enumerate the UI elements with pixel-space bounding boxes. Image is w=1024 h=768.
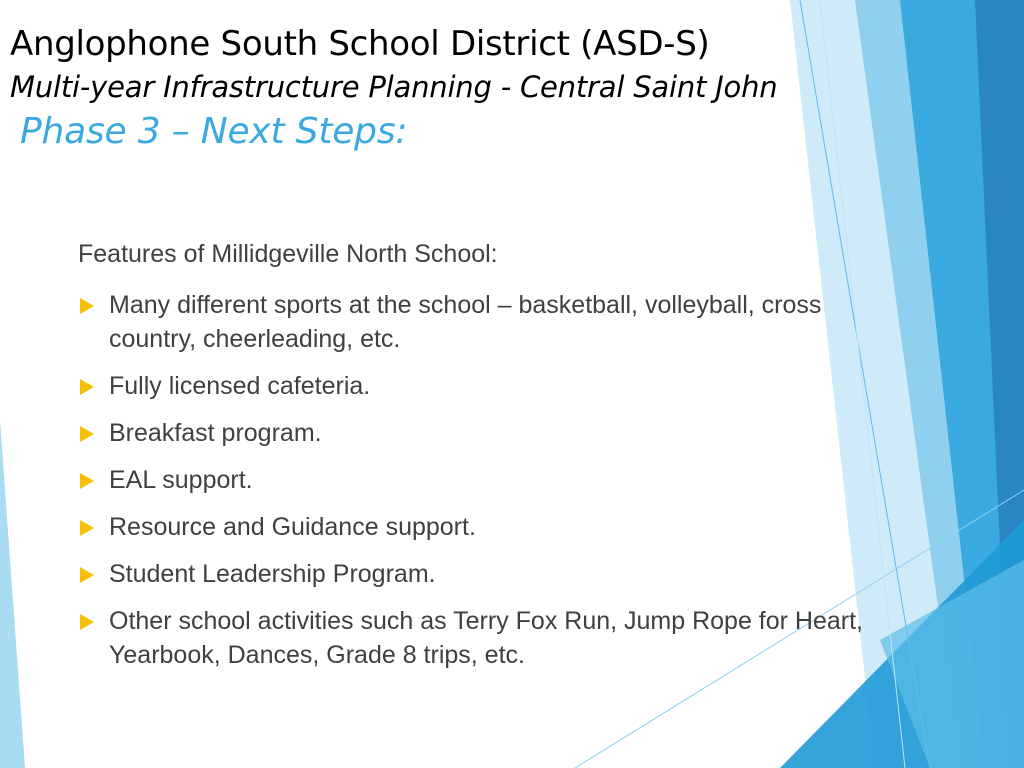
feature-text: Resource and Guidance support.	[109, 513, 476, 541]
bullet-arrow-icon	[80, 520, 94, 536]
features-list	[78, 288, 898, 685]
feature-item-leadership	[78, 557, 898, 591]
bullet-arrow-icon	[80, 298, 94, 314]
bullet-arrow-icon	[80, 473, 94, 489]
feature-text: Other school activities such as Terry Fox Run, Jump Rope for Heart, Yearbook, Dances, Grade 8 trips, etc.	[109, 607, 864, 669]
feature-text: Breakfast program.	[109, 419, 322, 447]
bullet-arrow-icon	[80, 379, 94, 395]
phase-heading: Phase 3 – Next Steps:	[20, 111, 408, 152]
feature-text: Many different sports at the school – basketball, volleyball, cross country, cheerleading, etc.	[109, 291, 822, 353]
bullet-arrow-icon	[80, 614, 94, 630]
slide-title: Anglophone South School District (ASD-S)	[10, 24, 710, 64]
feature-item-sports	[78, 288, 898, 356]
feature-item-resource	[78, 510, 898, 544]
feature-text: EAL support.	[109, 466, 253, 494]
bullet-arrow-icon	[80, 567, 94, 583]
decor-left-strip	[0, 420, 25, 768]
feature-item-eal	[78, 463, 898, 497]
feature-item-cafeteria	[78, 369, 898, 403]
feature-text: Student Leadership Program.	[109, 560, 436, 588]
slide-subtitle: Multi-year Infrastructure Planning - Central Saint John	[10, 70, 778, 104]
bullet-arrow-icon	[80, 426, 94, 442]
feature-item-activities	[78, 604, 898, 672]
feature-text: Fully licensed cafeteria.	[109, 372, 371, 400]
feature-item-breakfast	[78, 416, 898, 450]
features-intro: Features of Millidgeville North School:	[78, 240, 498, 268]
